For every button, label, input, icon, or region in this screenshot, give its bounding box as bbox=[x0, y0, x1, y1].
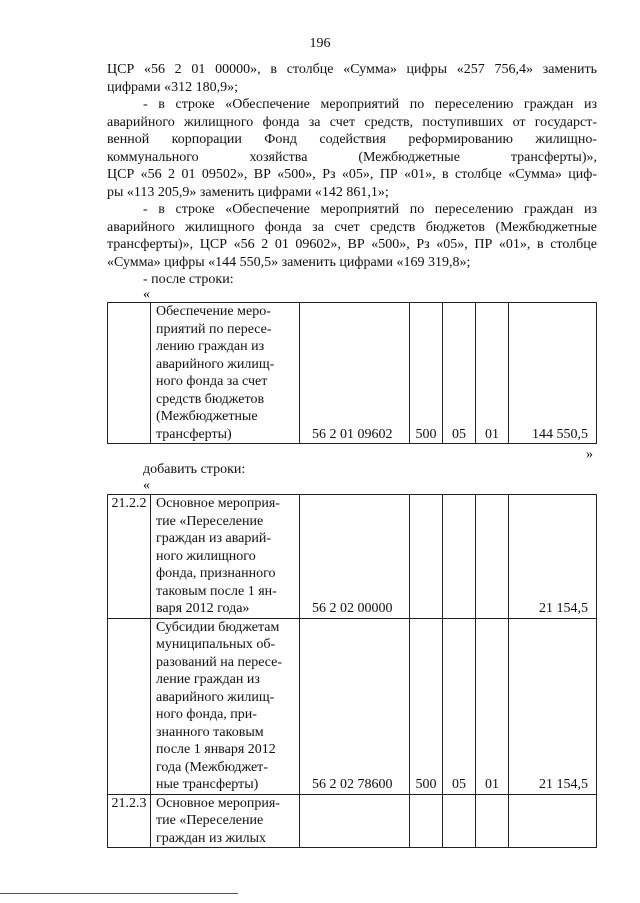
name-line: аварийного жилищ- bbox=[156, 356, 275, 372]
name-line: после 1 января 2012 bbox=[156, 742, 276, 757]
sum-cell: 21 154,5 bbox=[509, 495, 597, 619]
para1-line: коммунального хозяйства (Межбюджетные трансферты)», bbox=[107, 149, 597, 165]
name-line: ного фонда, при- bbox=[156, 707, 257, 722]
sum-cell: 21 154,5 bbox=[509, 618, 597, 794]
intro-line-1: ЦСР «56 2 01 00000», в столбце «Сумма» цифры «257 756,4» заменить bbox=[107, 62, 597, 77]
pr-cell: 01 bbox=[476, 303, 509, 444]
name-line: знанного таковым bbox=[156, 724, 264, 740]
para2-line: аварийного жилищного фонда за счет средств бюджетов (Межбюджетные bbox=[107, 219, 597, 235]
name-line: трансферты) bbox=[156, 426, 232, 442]
name-line: Основное мероприя- bbox=[156, 795, 280, 811]
table-row bbox=[108, 495, 597, 619]
name-line: аварийного жилищ- bbox=[156, 689, 275, 705]
name-line: приятий по пересе- bbox=[156, 321, 272, 337]
vr-cell bbox=[410, 495, 443, 619]
name-line: ного фонда за счет bbox=[156, 374, 268, 389]
csr-cell: 56 2 02 00000 bbox=[300, 495, 410, 619]
row-number: 21.2.3 bbox=[108, 794, 151, 848]
opening-quote-1: « bbox=[143, 287, 150, 302]
row-name bbox=[151, 495, 300, 619]
para1-line: - в строке «Обеспечение мероприятий по переселению граждан из bbox=[143, 97, 597, 112]
after-row-label: - после строки: bbox=[143, 272, 234, 287]
page-number: 196 bbox=[309, 36, 331, 51]
intro-paragraph bbox=[107, 61, 597, 96]
name-line: ные трансферты) bbox=[156, 777, 259, 792]
paragraph-2 bbox=[107, 201, 597, 271]
name-line: таковым после 1 ян- bbox=[156, 583, 277, 599]
footer-divider bbox=[0, 893, 238, 894]
pr-cell: 01 bbox=[476, 618, 509, 794]
intro-line-2: цифрами «312 180,9»; bbox=[107, 79, 239, 95]
para1-line: ЦСР «56 2 01 09502», ВР «500», Рз «05», ПР «01», в столбце «Сумма» циф- bbox=[107, 167, 597, 182]
name-line: муниципальных об- bbox=[156, 637, 276, 652]
vr-cell: 500 bbox=[410, 618, 443, 794]
name-line: Субсидии бюджетам bbox=[156, 619, 280, 635]
name-line: тие «Переселение bbox=[156, 513, 264, 529]
table-added-rows bbox=[107, 494, 597, 848]
sum-cell: 144 550,5 bbox=[509, 303, 597, 444]
para2-line: «Сумма» цифры «144 550,5» заменить цифрами «169 319,8»; bbox=[107, 254, 471, 270]
name-line: лению граждан из bbox=[156, 339, 265, 354]
row-name bbox=[151, 303, 300, 444]
pr-cell bbox=[476, 495, 509, 619]
name-line: Обеспечение меро- bbox=[156, 304, 271, 319]
row-number bbox=[108, 618, 151, 794]
rz-cell: 05 bbox=[443, 618, 476, 794]
name-line: тие «Переселение bbox=[156, 813, 264, 828]
name-line: граждан из жилых bbox=[156, 830, 267, 846]
table-original-row bbox=[107, 302, 597, 444]
opening-quote-2: « bbox=[143, 478, 150, 493]
table-row bbox=[108, 303, 597, 444]
name-line: разований на пересе- bbox=[156, 654, 283, 670]
row-number: 21.2.2 bbox=[108, 495, 151, 619]
row-name bbox=[151, 794, 300, 848]
vr-cell: 500 bbox=[410, 303, 443, 444]
para2-line: трансферты)», ЦСР «56 2 01 09602», ВР «500», Рз «05», ПР «01», в столбце bbox=[107, 237, 597, 252]
para1-line: венной корпорации Фонд содействия реформированию жилищно- bbox=[107, 132, 597, 147]
name-line: ление граждан из bbox=[156, 672, 260, 687]
name-line: граждан из аварий- bbox=[156, 531, 271, 546]
para1-line: аварийного жилищного фонда за счет средств, поступивших от государст- bbox=[107, 114, 597, 130]
name-line: средств бюджетов bbox=[156, 391, 265, 407]
para1-line: ры «113 205,9» заменить цифрами «142 861,1»; bbox=[107, 184, 389, 200]
csr-cell: 56 2 02 78600 bbox=[300, 618, 410, 794]
paragraph-1 bbox=[107, 96, 597, 201]
name-line: фонда, признанного bbox=[156, 566, 276, 581]
name-line: варя 2012 года» bbox=[156, 601, 250, 616]
name-line: ного жилищного bbox=[156, 548, 256, 564]
rz-cell bbox=[443, 794, 476, 848]
row-name bbox=[151, 618, 300, 794]
vr-cell bbox=[410, 794, 443, 848]
closing-quote-1: » bbox=[586, 447, 593, 462]
name-line: Основное мероприя- bbox=[156, 496, 280, 511]
para2-line: - в строке «Обеспечение мероприятий по переселению граждан из bbox=[143, 202, 597, 217]
name-line: года (Межбюджет- bbox=[156, 759, 268, 775]
pr-cell bbox=[476, 794, 509, 848]
row-number bbox=[108, 303, 151, 444]
name-line: (Межбюджетные bbox=[156, 409, 258, 424]
sum-cell bbox=[509, 794, 597, 848]
table-row bbox=[108, 618, 597, 794]
csr-cell: 56 2 01 09602 bbox=[300, 303, 410, 444]
table-row bbox=[108, 794, 597, 848]
rz-cell bbox=[443, 495, 476, 619]
csr-cell bbox=[300, 794, 410, 848]
add-rows-label: добавить строки: bbox=[143, 462, 246, 477]
rz-cell: 05 bbox=[443, 303, 476, 444]
